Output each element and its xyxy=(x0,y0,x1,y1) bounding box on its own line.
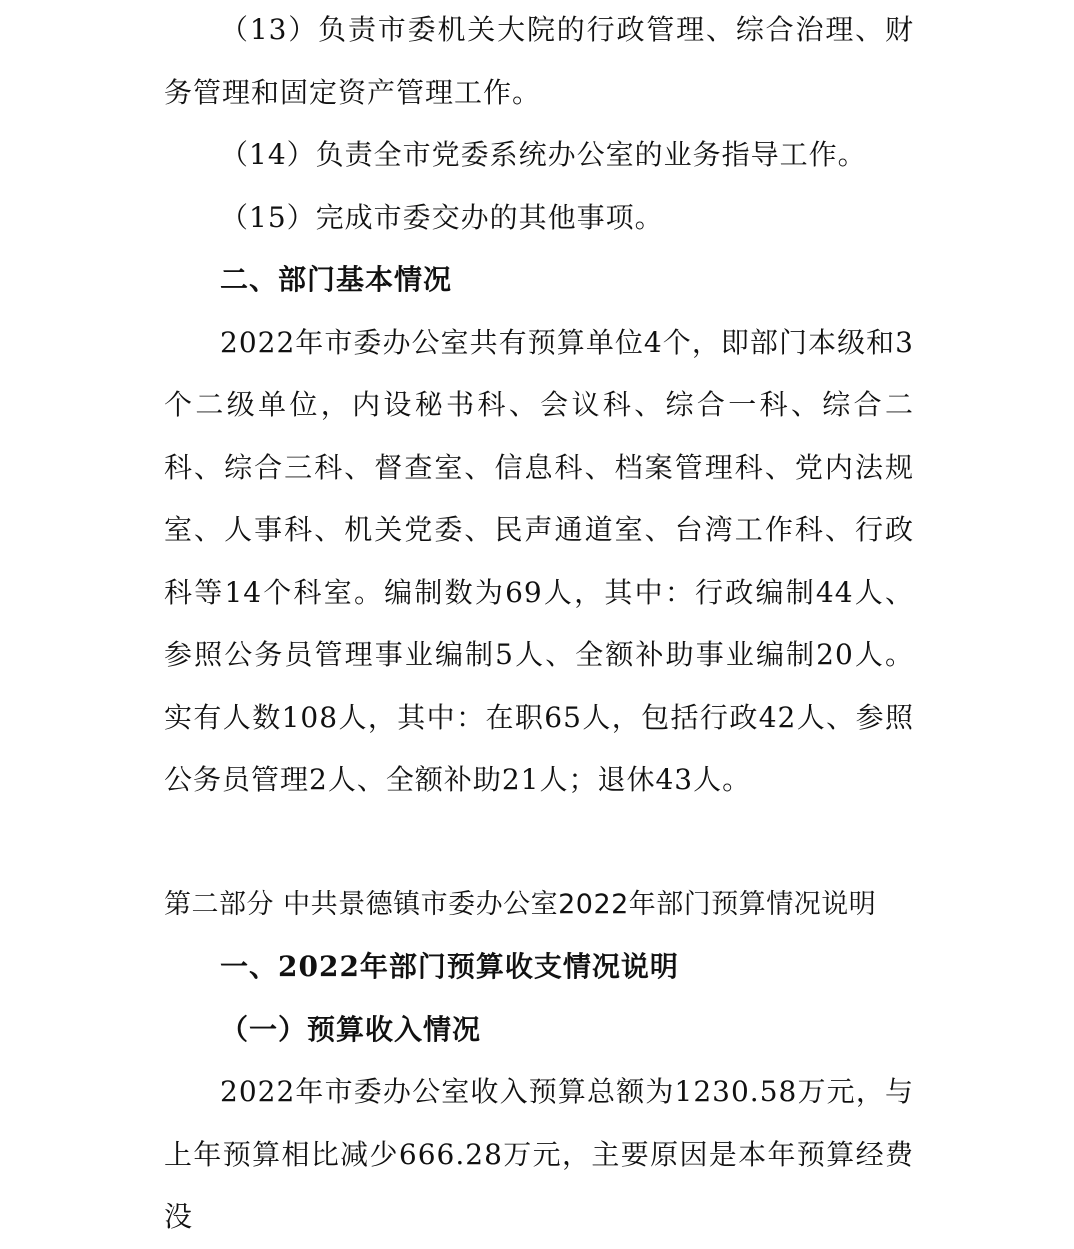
part-title: 第二部分 中共景德镇市委办公室2022年部门预算情况说明 xyxy=(164,888,877,920)
section-body-basic-info: 2022年市委办公室共有预算单位4个，即部门本级和3个二级单位，内设秘书科、会议科、综合一科、综合二科、综合三科、督查室、信息科、档案管理科、党内法规室、人事科、机关党委、民声通道室、台湾工作科、行政科等14个科室。编制数为69人，其中：行政编制44人、参照公务员管理事业编制5人、全额补助事业编制20人。实有人数108人，其中：在职65人，包括行政42人、参照公务员管理2人、全额补助21人；退休43人。 xyxy=(164,325,914,796)
subheading-budget-income: （一）预算收入情况 xyxy=(220,1012,482,1046)
document-page xyxy=(164,0,914,1249)
paragraph-item-13: （13）负责市委机关大院的行政管理、综合治理、财务管理和固定资产管理工作。 xyxy=(164,13,914,109)
section-gap xyxy=(164,812,914,874)
paragraph-item-15: （15）完成市委交办的其他事项。 xyxy=(220,200,664,234)
section-heading-budget: 一、2022年部门预算收支情况说明 xyxy=(220,950,679,983)
section-heading-basic-info: 二、部门基本情况 xyxy=(220,263,453,296)
paragraph-budget-income: 2022年市委办公室收入预算总额为1230.58万元，与上年预算相比减少666.28万元，主要原因是本年预算经费没 xyxy=(164,1075,914,1233)
paragraph-item-14: （14）负责全市党委系统办公室的业务指导工作。 xyxy=(220,138,867,171)
